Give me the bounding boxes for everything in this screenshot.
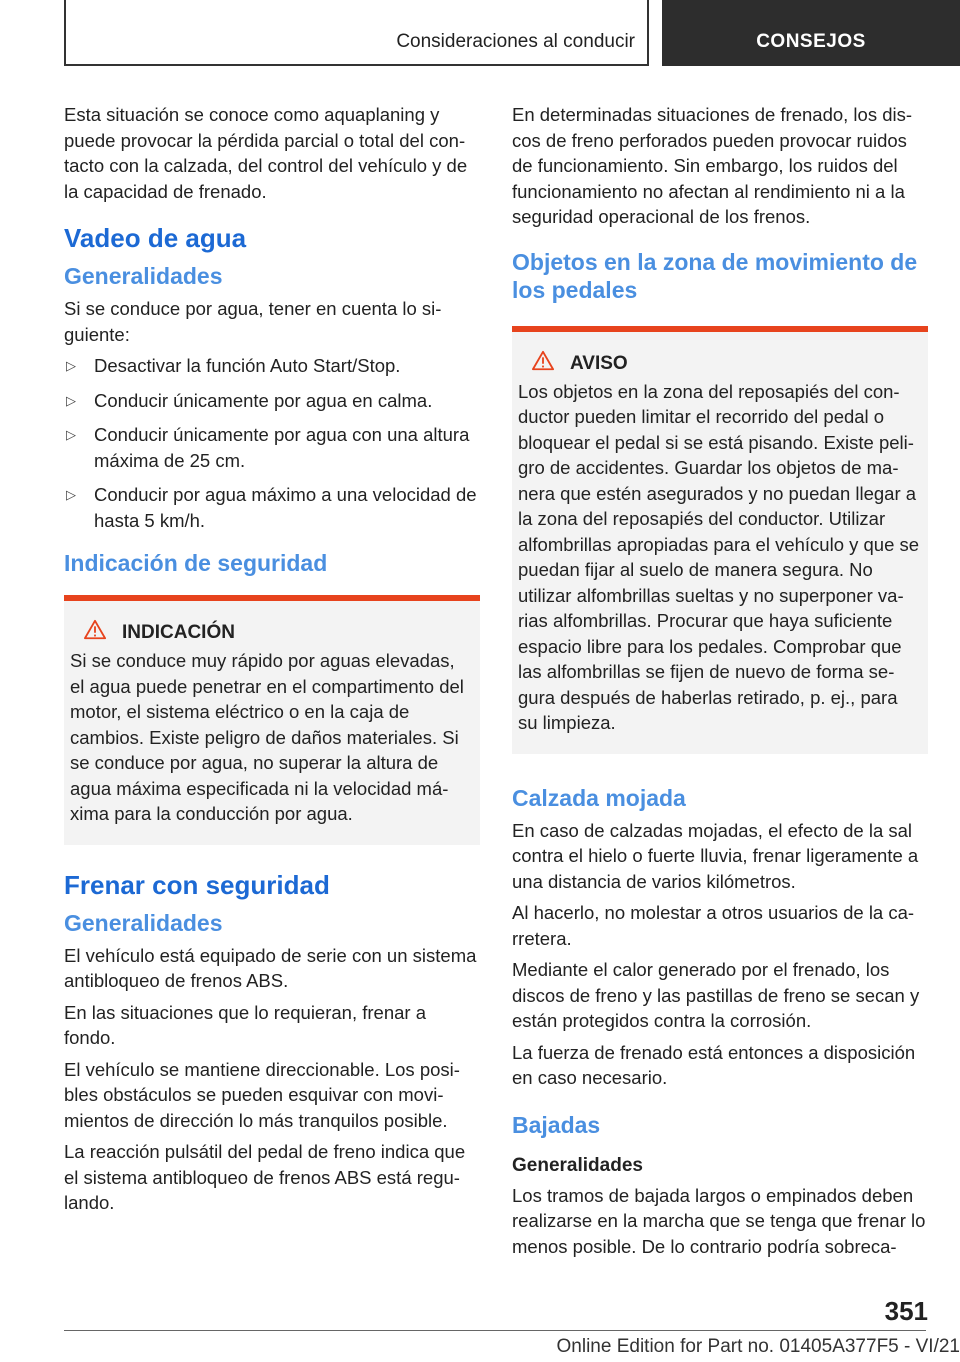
section-tab — [662, 0, 960, 66]
heading-vadeo-de-agua: Vadeo de agua — [64, 223, 247, 253]
footer-divider — [64, 1330, 926, 1331]
vadeo-list — [64, 353, 480, 533]
aquaplaning-paragraph: Esta situación se conoce como aquaplaning y puede provocar la pérdida parcial o total del contacto con la calzada, del control del vehículo y de la capacidad de frenado. — [64, 104, 468, 202]
heading-indicacion-seguridad: Indicación de seguridad — [64, 550, 328, 576]
header-chapter-box — [64, 0, 649, 66]
triangle-right-icon: ▷ — [66, 358, 76, 373]
triangle-right-icon: ▷ — [66, 427, 76, 442]
triangle-right-icon: ▷ — [66, 392, 76, 408]
mojada-paragraph-4: La fuerza de frenado está entonces a disposición en caso necesario. — [512, 1041, 916, 1088]
list-item: ▷ Conducir por agua máximo a una velocidad de hasta 5 km/h. — [66, 484, 477, 531]
frenar-paragraph-abs: El vehículo está equipado de serie con un sistema antibloqueo de frenos ABS. — [64, 944, 477, 991]
triangle-right-icon: ▷ — [66, 487, 76, 502]
mojada-paragraph-2: Al hacerlo, no molestar a otros usuarios de la carretera. — [512, 902, 915, 949]
note-title: INDICACIÓN — [122, 622, 235, 643]
list-item: ▷ Conducir únicamente por agua en calma. — [64, 388, 480, 414]
page-number: 351 — [884, 1296, 928, 1326]
heading-vadeo-generalidades: Generalidades — [64, 263, 223, 289]
heading-objetos-pedales: Objetos en la zona de movimiento de los pedales — [512, 248, 918, 303]
discos-paragraph: En determinadas situaciones de frenado, los discos de freno perforados pueden provocar ruidos de funcionamiento. Sin embargo, los ruidos del funcionamiento no afectan al rendimiento ni a la seguridad operacional de los frenos. — [512, 104, 913, 227]
list-item: ▷ Conducir únicamente por agua con una altura máxima de 25 cm. — [66, 424, 470, 471]
frenar-paragraph-pedal: La reacción pulsátil del pedal de freno indica que el sistema antibloqueo de frenos ABS está regulando. — [64, 1141, 466, 1213]
frenar-paragraph-fondo: En las situaciones que lo requieran, frenar a fondo. — [64, 1001, 426, 1048]
warning-title: AVISO — [570, 352, 628, 374]
warning-text: Los objetos en la zona del reposapiés del conductor pueden limitar el recorrido del pedal o bloquear el pedal si se está pisando. Existe peligro de accidentes. Guardar los objetos de manera que estén asegurados y no puedan llegar a la zona del reposapiés del conductor. Utilizar alfombrillas apropiadas para el vehículo y que se puedan fijar al suelo de manera segura. No utilizar alfombrillas sueltas y no superponer varias alfombrillas. Procurar que haya suficiente espacio libre para los pedales. Comprobar que las alfombrillas se fijen de nuevo de forma segura después de haberlas retirado, p. ej., para su limpieza. — [518, 380, 920, 733]
heading-frenar-generalidades: Generalidades — [64, 909, 223, 936]
mojada-paragraph-3: Mediante el calor generado por el frenado, los discos de freno y las pastillas de freno se secan y están protegidos contra la corrosión. — [512, 959, 920, 1031]
section-tab-label: CONSEJOS — [756, 31, 866, 52]
right-column — [512, 102, 928, 1265]
frenar-paragraph-direccion: El vehículo se mantiene direccionable. Los posibles obstáculos se pueden esquivar con movimientos de dirección lo más tranquilos posible. — [64, 1058, 460, 1131]
note-text: Si se conduce muy rápido por aguas elevadas, el agua puede penetrar en el compartimento del motor, el sistema eléctrico o en la caja de cambios. Existe peligro de daños materiales. Si se conduce por agua, no superar la altura de agua máxima especificada ni la velocidad máxima para la conducción por agua. — [70, 650, 464, 824]
heading-bajadas-generalidades: Generalidades — [512, 1154, 643, 1176]
warning-box — [512, 326, 928, 754]
footer-edition — [300, 1336, 960, 1358]
mojada-paragraph-1: En caso de calzadas mojadas, el efecto de la sal contra el hielo o fuerte lluvia, frenar ligeramente a una distancia de varios kilómetros. — [512, 819, 919, 892]
heading-calzada-mojada: Calzada mojada — [512, 784, 686, 811]
list-item: ▷ Desactivar la función Auto Start/Stop. — [64, 353, 480, 379]
heading-frenar-con-seguridad: Frenar con seguridad — [64, 869, 330, 900]
footer-edition-text: Online Edition for Part no. 01405A377F5 - VI/21 — [556, 1336, 960, 1357]
heading-bajadas: Bajadas — [512, 1111, 601, 1138]
left-column — [64, 102, 480, 1222]
note-box — [64, 595, 480, 845]
warning-triangle-icon — [532, 350, 554, 372]
bajadas-paragraph: Los tramos de bajada largos o empinados deben realizarse en la marcha que se tenga que frenar lo menos posible. De lo contrario podría sobreca- — [512, 1184, 926, 1257]
vadeo-intro-paragraph: Si se conduce por agua, tener en cuenta lo siguiente: — [64, 298, 442, 345]
warning-triangle-icon — [84, 619, 106, 641]
chapter-title: Consideraciones al conducir — [396, 31, 635, 52]
